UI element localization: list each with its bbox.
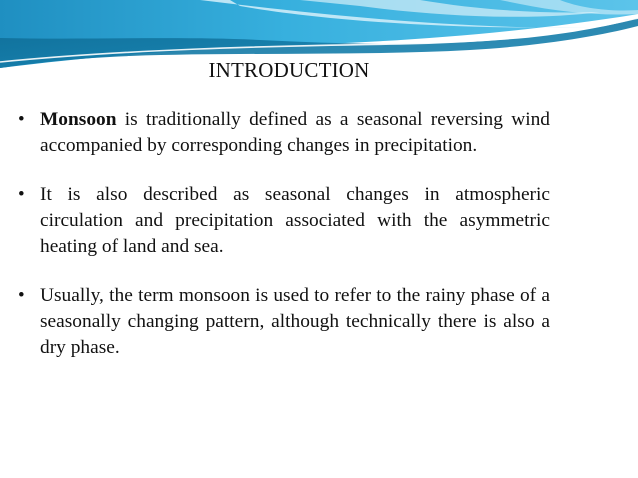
bullet-item-monsoon-definition: [18, 107, 550, 159]
bullet-dot-icon: •: [18, 285, 25, 306]
bullet-text: Usually, the term monsoon is used to refer to the rainy phase of a seasonally changing pattern, although technically there is also a dry phase.: [40, 285, 550, 358]
bullet-dot-icon: •: [18, 109, 25, 130]
bullet-dot-icon: •: [18, 184, 25, 205]
bullet-item-atmospheric-circulation: [18, 182, 550, 260]
bullet-text: It is also described as seasonal changes in atmospheric circulation and precipitation associated with the asymmetric heating of land and sea.: [40, 184, 550, 257]
bullet-item-rainy-phase: [18, 283, 550, 361]
bullet-list: [18, 107, 550, 384]
bullet-bold-term: Monsoon: [40, 109, 117, 130]
bullet-text: is traditionally defined as a seasonal reversing wind accompanied by corresponding changes in precipitation.: [40, 109, 550, 156]
slide-title: INTRODUCTION: [208, 58, 370, 82]
